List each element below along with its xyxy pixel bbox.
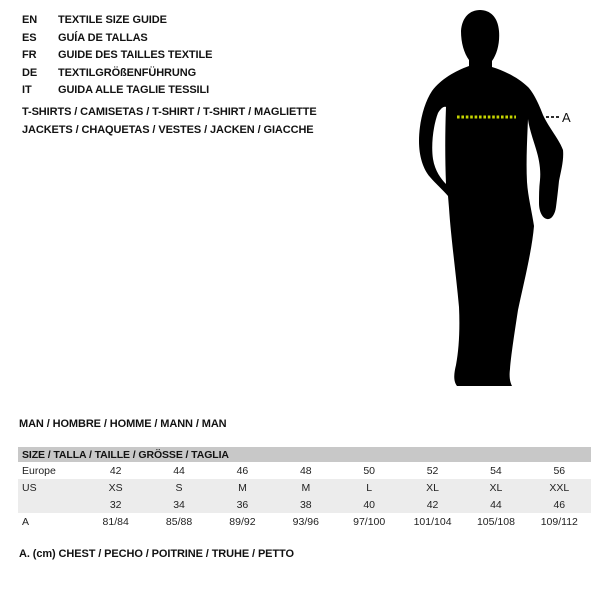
language-row: [22, 47, 212, 65]
size-value: S: [175, 481, 183, 494]
table-row-europe: [18, 462, 591, 479]
table-row-us: [18, 479, 591, 496]
language-row: [22, 30, 212, 48]
row-label: Europe: [22, 464, 56, 477]
table-row-us-numeric: [18, 496, 591, 513]
measure-label-a: A: [562, 110, 571, 125]
size-value: M: [301, 481, 311, 494]
language-title-list: [22, 12, 212, 100]
guide-title: GUIDA ALLE TAGLIE TESSILI: [58, 84, 210, 97]
guide-title: TEXTILGRÖßENFÜHRUNG: [58, 66, 197, 79]
language-code: DE: [22, 66, 38, 79]
man-figure-svg: [400, 0, 600, 400]
size-value: 36: [236, 498, 249, 511]
row-label: A: [22, 515, 30, 528]
language-code: ES: [22, 31, 37, 44]
size-value: 40: [363, 498, 376, 511]
guide-title: GUÍA DE TALLAS: [58, 31, 148, 44]
size-value: 101/104: [413, 515, 452, 528]
size-table-header: SIZE / TALLA / TAILLE / GRÖSSE / TAGLIA: [18, 447, 591, 462]
language-code: EN: [22, 14, 38, 26]
size-value: 81/84: [102, 515, 129, 528]
language-row: [22, 65, 212, 83]
size-value: XS: [108, 481, 123, 494]
size-value: 34: [173, 498, 185, 511]
measurement-footnote: A. (cm) CHEST / PECHO / POITRINE / TRUHE / PETTO: [19, 548, 294, 560]
size-value: 44: [490, 498, 502, 511]
size-value: 89/92: [229, 515, 256, 528]
category-line: JACKETS / CHAQUETAS / VESTES / JACKEN / GIACCHE: [22, 123, 314, 136]
size-value: 109/112: [540, 515, 578, 528]
language-row: [22, 12, 212, 30]
size-value: 46: [553, 498, 566, 511]
language-code: IT: [22, 84, 32, 97]
size-value: L: [366, 481, 373, 494]
guide-title: GUIDE DES TAILLES TEXTILE: [58, 49, 213, 62]
size-value: 50: [363, 464, 376, 477]
language-code: FR: [22, 49, 37, 62]
size-value: 48: [299, 464, 312, 477]
size-value: 85/88: [165, 515, 193, 528]
size-value: 97/100: [353, 515, 386, 528]
size-value: 42: [109, 464, 122, 477]
size-value: 105/108: [476, 515, 515, 528]
size-value: 46: [236, 464, 249, 477]
size-value: 52: [426, 464, 439, 477]
size-value: 54: [490, 464, 502, 477]
table-row-chest-cm: [18, 513, 591, 530]
size-value: M: [238, 481, 247, 494]
size-value: XL: [489, 481, 503, 494]
man-silhouette: [419, 10, 563, 386]
row-label: US: [22, 481, 37, 494]
size-value: 38: [299, 498, 312, 511]
category-line: T-SHIRTS / CAMISETAS / T-SHIRT / T-SHIRT / MAGLIETTE: [22, 106, 317, 118]
size-value: 44: [173, 464, 185, 477]
garment-categories: [22, 104, 317, 139]
size-value: 56: [553, 464, 566, 477]
size-value: 42: [426, 498, 439, 511]
measurement-figure: [400, 0, 600, 400]
section-title-man: MAN / HOMBRE / HOMME / MANN / MAN: [19, 418, 227, 430]
guide-title: TEXTILE SIZE GUIDE: [58, 14, 167, 26]
size-value: 32: [109, 498, 122, 511]
language-row: [22, 82, 212, 100]
size-value: XL: [426, 481, 439, 494]
size-value: 93/96: [292, 515, 319, 528]
size-table: [18, 447, 591, 530]
size-value: XXL: [549, 481, 570, 494]
